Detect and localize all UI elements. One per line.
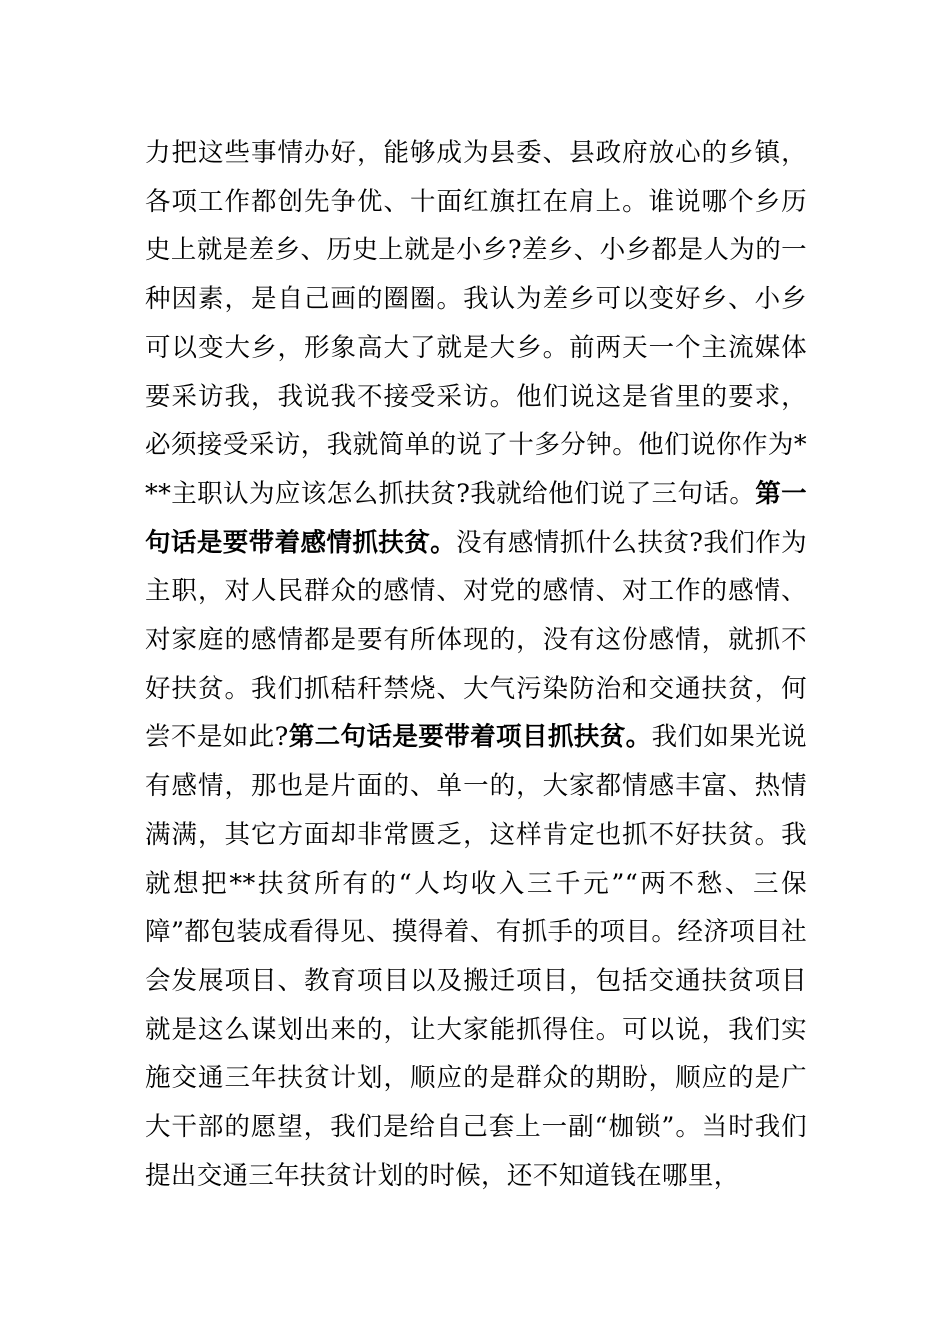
text-segment: 力把这些事情办好，能够成为县委、县政府放心的乡镇，各项工作都创先争优、十面红旗扛在肩上。谁说哪个乡历史上就是差乡、历史上就是小乡?差乡、小乡都是人为的一种因素，是自己画的圈圈。我认为差乡可以变好乡、小乡可以变大乡，形象高大了就是大乡。前两天一个主流媒体要采访我，我说我不接受采访。他们说这是省里的要求，必须接受采访，我就简单的说了十多分钟。他们说你作为***主职认为应该怎么抓扶贫?我就给他们说了三句话。 bbox=[145, 138, 807, 509]
bold-heading-second-sentence: 第二句话是要带着项目抓扶贫。 bbox=[288, 722, 652, 753]
bold-heading-first-sentence: 第一句话是要带着感情抓扶贫。 bbox=[145, 478, 807, 558]
body-paragraph bbox=[145, 129, 807, 1200]
text-segment: 没有感情抓什么扶贫?我们作为主职，对人民群众的感情、对党的感情、对工作的感情、对家庭的感情都是要有所体现的，没有这份感情，就抓不好扶贫。我们抓秸秆禁烧、大气污染防治和交通扶贫，何尝不是如此? bbox=[145, 527, 807, 753]
text-segment: 我们如果光说有感情，那也是片面的、单一的，大家都情感丰富、热情满满，其它方面却非常匮乏，这样肯定也抓不好扶贫。我就想把**扶贫所有的“人均收入三千元”“两不愁、三保障”都包装成看得见、摸得着、有抓手的项目。经济项目社会发展项目、教育项目以及搬迁项目，包括交通扶贫项目就是这么谋划出来的，让大家能抓得住。可以说，我们实施交通三年扶贫计划，顺应的是群众的期盼，顺应的是广大干部的愿望，我们是给自己套上一副“枷锁”。当时我们提出交通三年扶贫计划的时候，还不知道钱在哪里， bbox=[145, 722, 808, 1191]
